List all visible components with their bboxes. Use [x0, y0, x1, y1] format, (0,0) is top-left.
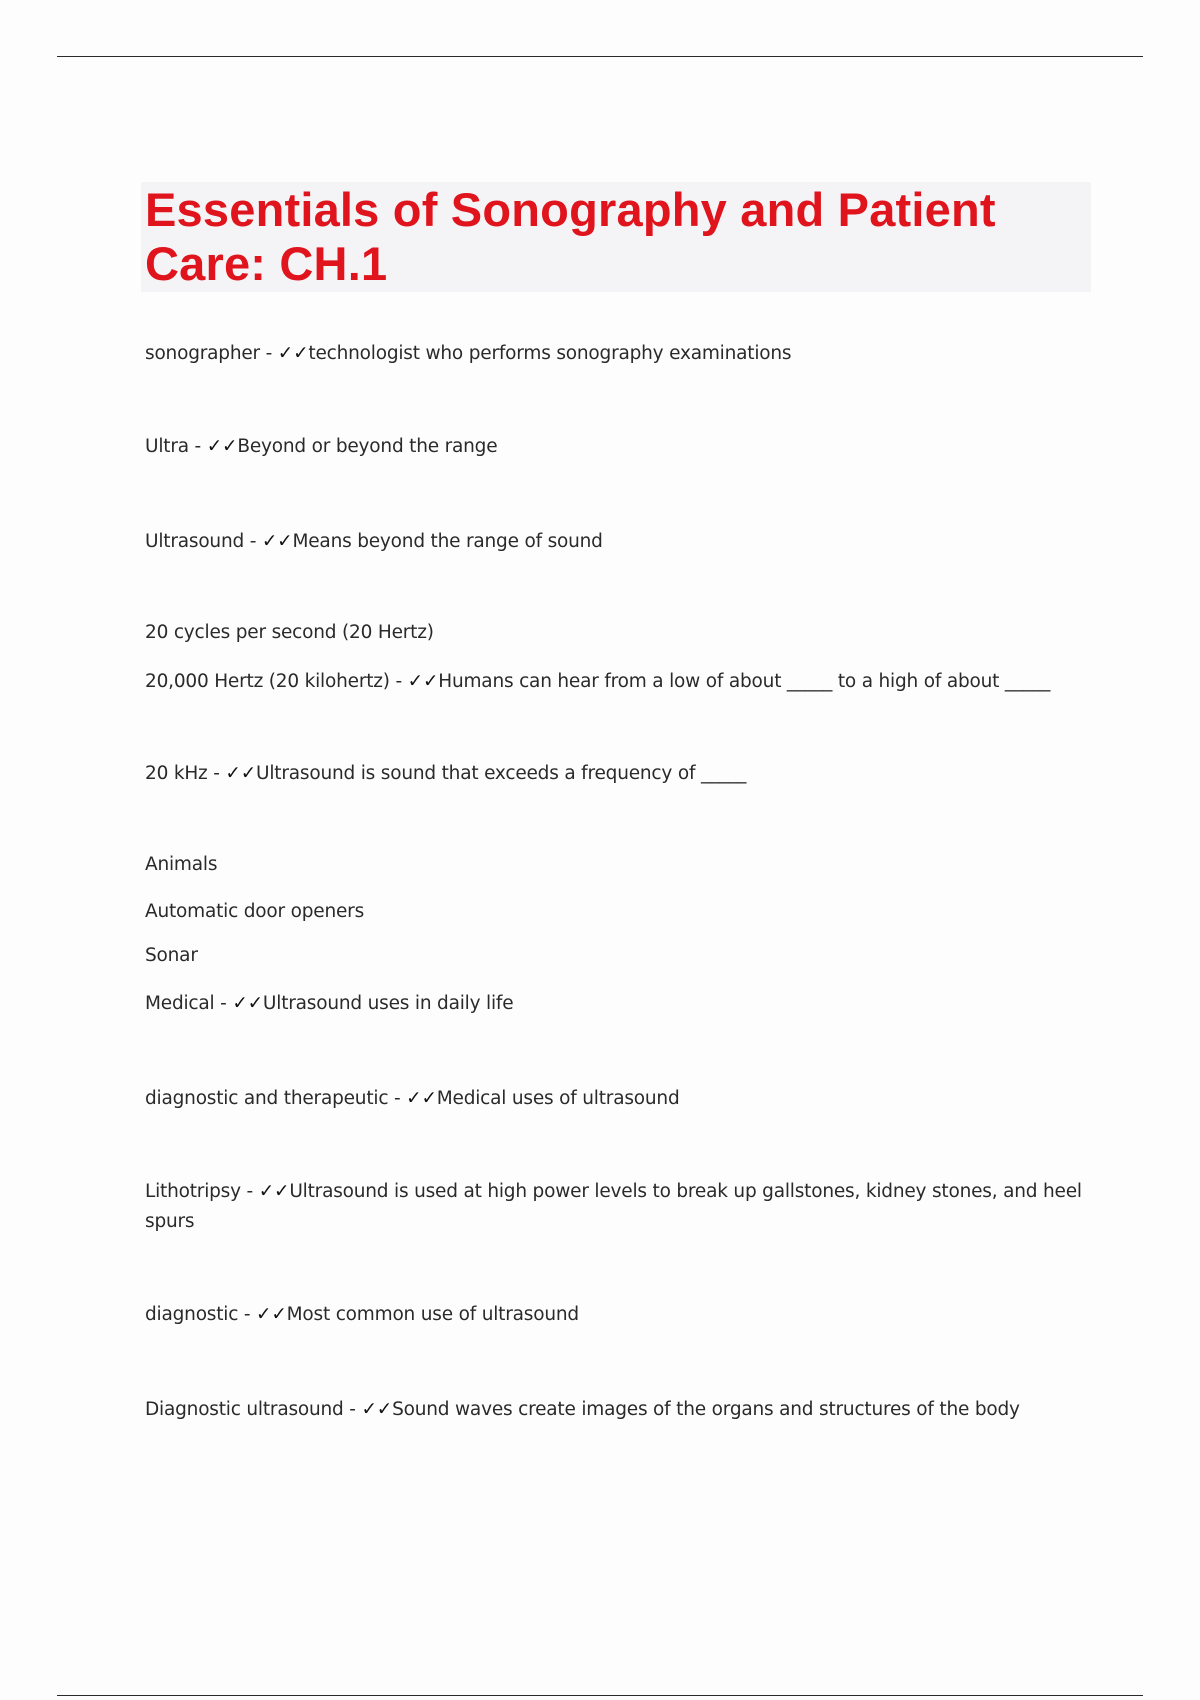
- definition: Sound waves create images of the organs and structures of the body: [392, 1399, 1020, 1420]
- definition: Ultrasound is used at high power levels to break up gallstones, kidney stones, and heel spurs: [145, 1181, 1082, 1232]
- flashcard-entry: [145, 527, 1085, 557]
- flashcard-line: Animals: [145, 854, 218, 875]
- double-checkmark-icon: ✓✓: [407, 671, 439, 692]
- flashcard-entry: [145, 1177, 1085, 1237]
- document-title: Essentials of Sonography and Patient Care: CH.1: [145, 183, 996, 290]
- double-checkmark-icon: ✓✓: [258, 1181, 290, 1202]
- flashcard-line: Sonar: [145, 945, 198, 966]
- flashcard-entry: [145, 759, 1085, 789]
- term: 20,000 Hertz (20 kilohertz) -: [145, 671, 408, 692]
- flashcard-entry: [145, 1084, 1085, 1114]
- term: Ultrasound -: [145, 531, 262, 552]
- term: diagnostic and therapeutic -: [145, 1088, 407, 1109]
- definition: Ultrasound uses in daily life: [262, 993, 514, 1014]
- definition: Beyond or beyond the range: [237, 436, 498, 457]
- term: Lithotripsy -: [145, 1181, 259, 1202]
- term: Diagnostic ultrasound -: [145, 1399, 362, 1420]
- term: sonographer -: [145, 343, 278, 364]
- double-checkmark-icon: ✓✓: [261, 531, 293, 552]
- term: Medical -: [145, 993, 233, 1014]
- definition: Means beyond the range of sound: [292, 531, 603, 552]
- definition: Most common use of ultrasound: [286, 1304, 579, 1325]
- double-checkmark-icon: ✓✓: [232, 993, 263, 1014]
- definition: Ultrasound is sound that exceeds a frequency of _____: [256, 763, 747, 784]
- flashcard-entry: [145, 989, 1085, 1019]
- flashcard-entry: [145, 667, 1085, 697]
- double-checkmark-icon: ✓✓: [256, 1304, 287, 1325]
- double-checkmark-icon: ✓✓: [406, 1088, 437, 1109]
- flashcard-line: 20 cycles per second (20 Hertz): [145, 622, 434, 643]
- term: 20 kHz -: [145, 763, 226, 784]
- double-checkmark-icon: ✓✓: [361, 1399, 393, 1420]
- flashcard-entry: [145, 339, 1085, 369]
- flashcard-line: Automatic door openers: [145, 901, 365, 922]
- bottom-rule: [57, 1695, 1143, 1696]
- definition: Humans can hear from a low of about _____ to a high of about _____: [438, 671, 1051, 692]
- flashcard-entry: [145, 1300, 1085, 1330]
- double-checkmark-icon: ✓✓: [277, 343, 309, 364]
- double-checkmark-icon: ✓✓: [225, 763, 257, 784]
- term: diagnostic -: [145, 1304, 257, 1325]
- definition: technologist who performs sonography examinations: [308, 343, 792, 364]
- flashcard-entry: [145, 1395, 1085, 1425]
- flashcard-entry: [145, 432, 1085, 462]
- definition: Medical uses of ultrasound: [436, 1088, 680, 1109]
- top-rule: [57, 56, 1143, 57]
- double-checkmark-icon: ✓✓: [206, 436, 238, 457]
- term: Ultra -: [145, 436, 207, 457]
